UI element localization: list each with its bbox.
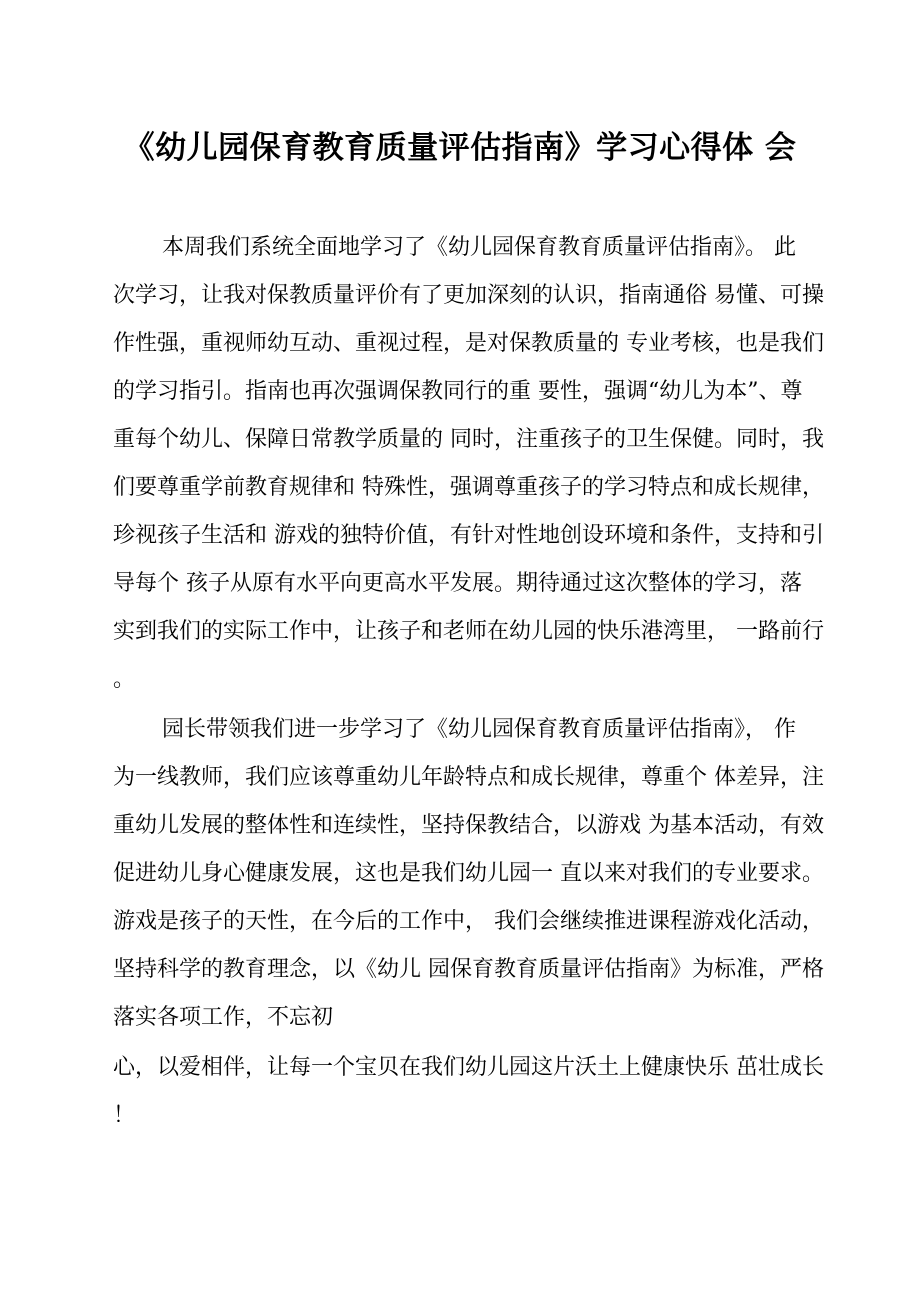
text-line: 园长带领我们进一步学习了《幼儿园保育教育质量评估指南》， 作 bbox=[162, 717, 796, 742]
text-line: 导每个 孩子从原有水平向更高水平发展。期待通过这次整体的学习，落 bbox=[113, 571, 802, 596]
text-line: 为一线教师，我们应该尊重幼儿年龄特点和成长规律，尊重个 体差异，注 bbox=[113, 765, 824, 790]
document-title: 《幼儿园保育教育质量评估指南》学习心得体 会 bbox=[123, 130, 797, 166]
text-line: 落实各项工作，不忘初 bbox=[113, 1005, 334, 1030]
text-line: 本周我们系统全面地学习了《幼儿园保育教育质量评估指南》。 此 bbox=[162, 235, 796, 260]
text-line: 珍视孩子生活和 游戏的独特价值，有针对性地创设环境和条件，支持和引 bbox=[113, 523, 824, 548]
text-line: 心，以爱相伴，让每一个宝贝在我们幼儿园这片沃土上健康快乐 茁壮成长 bbox=[113, 1055, 824, 1080]
text-line: 们要尊重学前教育规律和 特殊性，强调尊重孩子的学习特点和成长规律， bbox=[113, 475, 824, 500]
text-line: 实到我们的实际工作中，让孩子和老师在幼儿园的快乐港湾里， 一路前行 bbox=[113, 619, 824, 644]
text-line: 游戏是孩子的天性，在今后的工作中， 我们会继续推进课程游戏化活动， bbox=[113, 909, 824, 934]
text-line: ！ bbox=[113, 1103, 136, 1128]
text-line: 。 bbox=[113, 667, 136, 692]
text-line: 促进幼儿身心健康发展，这也是我们幼儿园一 直以来对我们的专业要求。 bbox=[113, 861, 824, 886]
text-line: 作性强，重视师幼互动、重视过程，是对保教质量的 专业考核，也是我们 bbox=[113, 331, 824, 356]
text-line: 的学习指引。指南也再次强调保教同行的重 要性，强调“幼儿为本”、尊 bbox=[113, 379, 803, 404]
text-line: 次学习，让我对保教质量评价有了更加深刻的认识，指南通俗 易懂、可操 bbox=[113, 283, 824, 308]
text-line: 重每个幼儿、保障日常教学质量的 同时，注重孩子的卫生保健。同时，我 bbox=[113, 427, 824, 452]
text-line: 坚持科学的教育理念，以《幼儿 园保育教育质量评估指南》为标准，严格 bbox=[113, 957, 824, 982]
text-line: 重幼儿发展的整体性和连续性，坚持保教结合，以游戏 为基本活动，有效 bbox=[113, 813, 824, 838]
